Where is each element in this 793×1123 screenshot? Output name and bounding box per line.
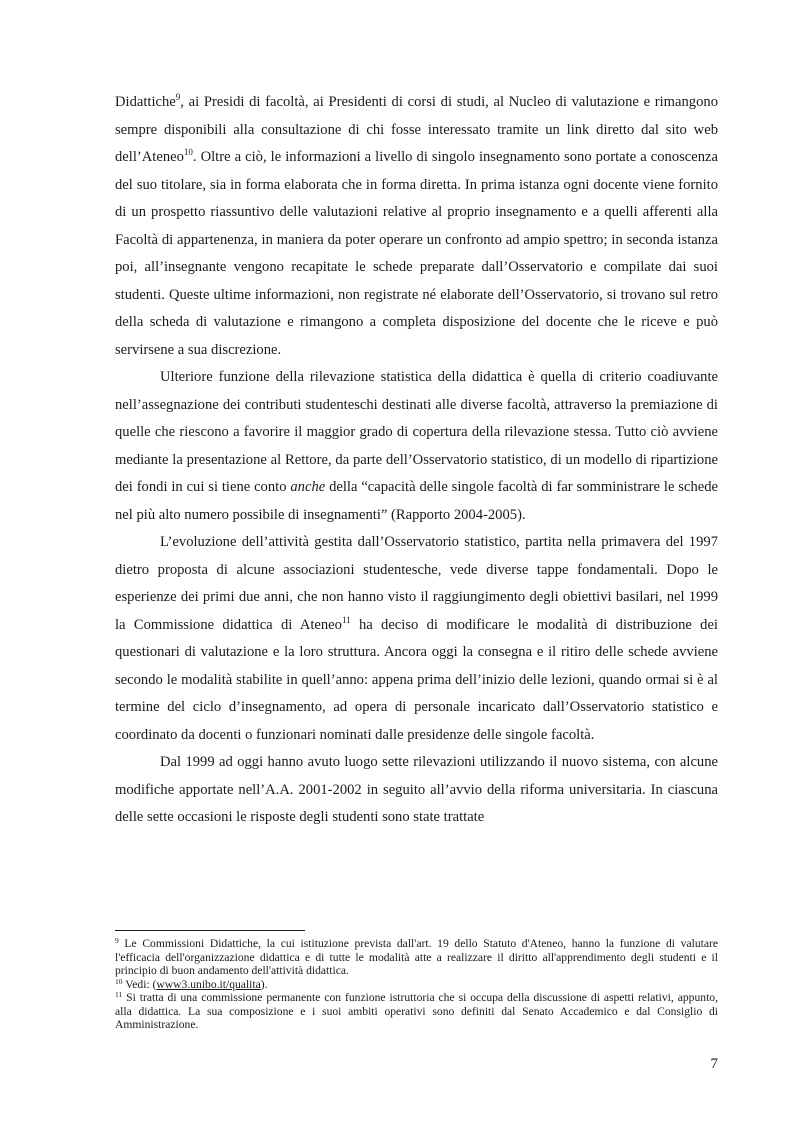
paragraph-2-text-a: Ulteriore funzione della rilevazione statistica della didattica è quella di criterio coadiuvante nell’assegnazione dei contributi studenteschi destinati alle diverse facoltà, attraverso la premiazione di quelle che riescono a favorire il maggior grado di copertura della rilevazione stessa. Tutto ciò avviene mediante la presentazione al Rettore, da parte dell’Osservatorio statistico, di un modello di ripartizione dei fondi in cui si tiene conto [115, 369, 718, 495]
footnote-9 [115, 937, 718, 978]
body-text [115, 89, 718, 832]
footnote-10-link[interactable]: www3.unibo.it/qualita [156, 977, 261, 991]
paragraph-3 [115, 529, 718, 749]
footnote-separator [115, 930, 305, 931]
paragraph-2-emphasis: anche [290, 479, 326, 495]
paragraph-1-text-c: . Oltre a ciò, le informazioni a livello di singolo insegnamento sono portate a conoscenza del suo titolare, sia in forma elaborata che in forma diretta. In prima istanza ogni docente viene fornito di un prospetto riassuntivo delle valutazioni relative al proprio insegnamento e a quelli afferenti alla Facoltà di appartenenza, in maniera da poter operare un confronto ad ampio spettro; in seconda istanza poi, all’insegnante vengono recapitate le schede preparate dall’Osservatorio e compilate dai suoi studenti. Queste ultime informazioni, non registrate né elaborate dell’Osservatorio, si trovano sul retro della scheda di valutazione e rimangono a completa disposizione del docente che le riceve e può servirsene a sua discrezione. [115, 149, 718, 358]
footnote-10 [115, 978, 718, 992]
paragraph-1-text-b: , ai Presidi di facoltà, ai Presidenti di corsi di studi, al Nucleo di valutazione e rimangono sempre disponibili alla consultazione di chi fosse interessato tramite un link diretto dal sito web dell’Ateneo [115, 94, 718, 165]
footnote-ref-11[interactable]: 11 [341, 614, 351, 625]
paragraph-3-text-a: L’evoluzione dell’attività gestita dall’Osservatorio statistico, partita nella primavera del 1997 dietro proposta di alcune associazioni studentesche, vede diverse tappe fondamentali. Dopo le esperienze dei primi due anni, che non hanno visto il raggiungimento degli obiettivi basilari, nel 1999 la Commissione didattica di Ateneo [115, 534, 718, 633]
footnote-ref-10[interactable]: 10 [183, 147, 193, 157]
footnote-9-text: Le Commissioni Didattiche, la cui istituzione prevista dall'art. 19 dello Statuto d'Ateneo, hanno la funzione di valutare l'efficacia dell'organizzazione didattica e di tutte le modalità atte a realizzare il diritto all'apprendimento degli studenti e il principio di buon andamento dell'attività didattica. [115, 937, 718, 977]
footnote-11-text: Si tratta di una commissione permanente con funzione istruttoria che si occupa della discussione di aspetti relativi, appunto, alla didattica. La sua composizione e i suoi ambiti operativi sono definiti dal Senato Accademico e dal Consiglio di Amministrazione. [115, 991, 718, 1031]
footnote-9-number: 9 [115, 936, 119, 945]
footnote-11 [115, 991, 718, 1032]
paragraph-1-text-a: Didattiche [115, 94, 176, 110]
paragraph-1 [115, 89, 718, 364]
page-number: 7 [710, 1056, 718, 1072]
paragraph-2 [115, 364, 718, 529]
footnote-10-number: 10 [115, 976, 123, 986]
paragraph-4: Dal 1999 ad oggi hanno avuto luogo sette rilevazioni utilizzando il nuovo sistema, con alcune modifiche apportate nell’A.A. 2001-2002 in seguito all’avvio della riforma universitaria. In ciascuna delle sette occasioni le risposte degli studenti sono state trattate [115, 754, 718, 825]
footnote-10-prefix: Vedi: ( [122, 977, 157, 991]
footnote-11-number: 11 [115, 990, 123, 999]
paragraph-2-text-b: della “capacità delle singole facoltà di far somministrare le schede nel più alto numero possibile di insegnamenti” (Rapporto 2004-2005). [115, 479, 718, 523]
footnote-10-suffix: ). [260, 977, 268, 991]
footnotes [115, 937, 718, 1032]
paragraph-3-text-b: ha deciso di modificare le modalità di distribuzione dei questionari di valutazione e la loro struttura. Ancora oggi la consegna e il ritiro delle schede avviene secondo le modalità stabilite in quell’anno: appena prima dell’inizio delle lezioni, quando ormai si è al termine del ciclo d’insegnamento, ad opera di personale incaricato dall’Osservatorio statistico e coordinato da docenti o funzionari nominati dalle presidenze delle singole facoltà. [115, 616, 718, 743]
footnote-ref-9[interactable]: 9 [175, 92, 181, 102]
